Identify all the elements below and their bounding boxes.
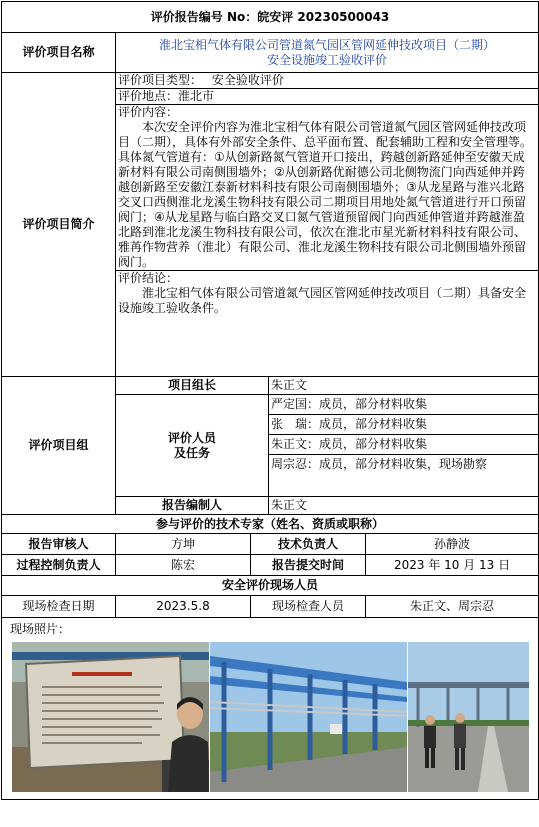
report-number-cell bbox=[2, 2, 539, 33]
reviewer-value: 方坤 bbox=[116, 534, 251, 555]
intro-place bbox=[116, 89, 538, 105]
report-sheet bbox=[1, 1, 538, 825]
intro-type bbox=[116, 73, 538, 89]
experts-heading-row bbox=[2, 515, 539, 534]
team-members-label bbox=[116, 395, 269, 497]
project-name-label: 评价项目名称 bbox=[2, 33, 116, 73]
intro-content-text: 本次安全评价内容为淮北宝相气体有限公司管道氮气园区管网延伸技改项目（二期），具体有外部安全条件、总平面布置、配套辅助工程和安全管理等。具体氮气管道有：①从创新路氮气管道开口接出，跨越创新路延伸至安徽天成新材料有限公司南侧围墙外；②从创新路优耐德公司北侧物流门向西延伸并跨越创新路至安徽江泰新材料科技有限公司南侧围墙外；③从龙星路与淮兴北路交叉口西侧淮北龙溪生物科技有限公司二期项目用地处氮气管道进行开口预留阀门；④从龙星路与临白路交叉口氮气管道预留阀门向西延伸管道并跨越淮盈北路到淮北龙溪生物科技有限公司，依次在淮北市星光新材料科技有限公司、雅苒作物营养（淮北）有限公司、淮北龙溪生物科技有限公司北侧围墙外预留阀门。 bbox=[118, 120, 533, 269]
tech-lead-label: 技术负责人 bbox=[251, 534, 366, 555]
report-number-label: 评价报告编号 No： bbox=[150, 9, 258, 24]
experts-row-1 bbox=[2, 534, 539, 555]
intro-conclusion bbox=[116, 271, 538, 316]
intro-cell bbox=[116, 73, 539, 377]
project-name-cell bbox=[116, 33, 539, 73]
experts-row-2 bbox=[2, 555, 539, 576]
intro-type-value: 安全验收评价 bbox=[211, 73, 284, 87]
report-table bbox=[1, 1, 539, 800]
inspection-team-image bbox=[408, 642, 529, 792]
site-heading: 安全评价现场人员 bbox=[2, 576, 539, 596]
notice-board-image bbox=[12, 642, 209, 792]
intro-label: 评价项目简介 bbox=[2, 73, 116, 377]
intro-conclusion-label: 评价结论： bbox=[118, 271, 179, 285]
report-number-row bbox=[2, 2, 539, 33]
experts-heading: 参与评价的技术专家（姓名、资质或职称） bbox=[2, 515, 539, 534]
process-lead-label: 过程控制负责人 bbox=[2, 555, 116, 576]
submit-time-value: 2023 年 10 月 13 日 bbox=[366, 555, 539, 576]
intro-type-label: 评价项目类型： bbox=[118, 73, 203, 87]
team-writer-label: 报告编制人 bbox=[116, 497, 269, 515]
team-member-4: 周宗忍：成员，部分材料收集，现场勘察 bbox=[269, 455, 539, 497]
team-writer-value: 朱正文 bbox=[269, 497, 539, 515]
project-name-line2: 安全设施竣工验收评价 bbox=[267, 52, 388, 67]
submit-time-label: 报告提交时间 bbox=[251, 555, 366, 576]
intro-conclusion-text: 淮北宝相气体有限公司管道氮气园区管网延伸技改项目（二期）具备安全设施竣工验收条件。 bbox=[118, 286, 527, 315]
tech-lead-value: 孙静波 bbox=[366, 534, 539, 555]
report-number-value: 皖安评 20230500043 bbox=[257, 9, 390, 24]
site-date-value: 2023.5.8 bbox=[116, 596, 251, 618]
intro-content bbox=[116, 105, 538, 271]
photos-row bbox=[2, 618, 539, 800]
team-member-2: 张 瑞：成员，部分材料收集 bbox=[269, 415, 539, 435]
site-photo-pipe-rack bbox=[210, 642, 407, 792]
process-lead-value: 陈宏 bbox=[116, 555, 251, 576]
intro-place-label: 评价地点： bbox=[118, 89, 179, 103]
photos-strip bbox=[2, 642, 538, 792]
team-leader-row bbox=[2, 377, 539, 395]
team-members-label-line2: 及任务 bbox=[173, 445, 210, 460]
project-name-row bbox=[2, 33, 539, 73]
site-photo-notice-board bbox=[12, 642, 209, 792]
photos-cell bbox=[2, 618, 539, 800]
team-leader-label: 项目组长 bbox=[116, 377, 269, 395]
reviewer-label: 报告审核人 bbox=[2, 534, 116, 555]
team-label: 评价项目组 bbox=[2, 377, 116, 515]
site-date-label: 现场检查日期 bbox=[2, 596, 116, 618]
site-staff-label: 现场检查人员 bbox=[251, 596, 366, 618]
site-photo-inspection-team bbox=[408, 642, 529, 792]
intro-place-value: 淮北市 bbox=[178, 89, 215, 103]
pipe-rack-image bbox=[210, 642, 407, 792]
team-member-1: 严定国：成员，部分材料收集 bbox=[269, 395, 539, 415]
team-members-label-line1: 评价人员 bbox=[167, 430, 216, 445]
site-heading-row bbox=[2, 576, 539, 596]
team-member-3: 朱正文：成员，部分材料收集 bbox=[269, 435, 539, 455]
intro-row bbox=[2, 73, 539, 377]
site-staff-value: 朱正文、周宗忍 bbox=[366, 596, 539, 618]
intro-content-label: 评价内容： bbox=[118, 105, 179, 119]
photos-label: 现场照片： bbox=[10, 622, 71, 636]
project-name-line1: 淮北宝相气体有限公司管道氮气园区管网延伸技改项目（二期） bbox=[159, 37, 496, 52]
site-row bbox=[2, 596, 539, 618]
team-leader-value: 朱正文 bbox=[269, 377, 539, 395]
